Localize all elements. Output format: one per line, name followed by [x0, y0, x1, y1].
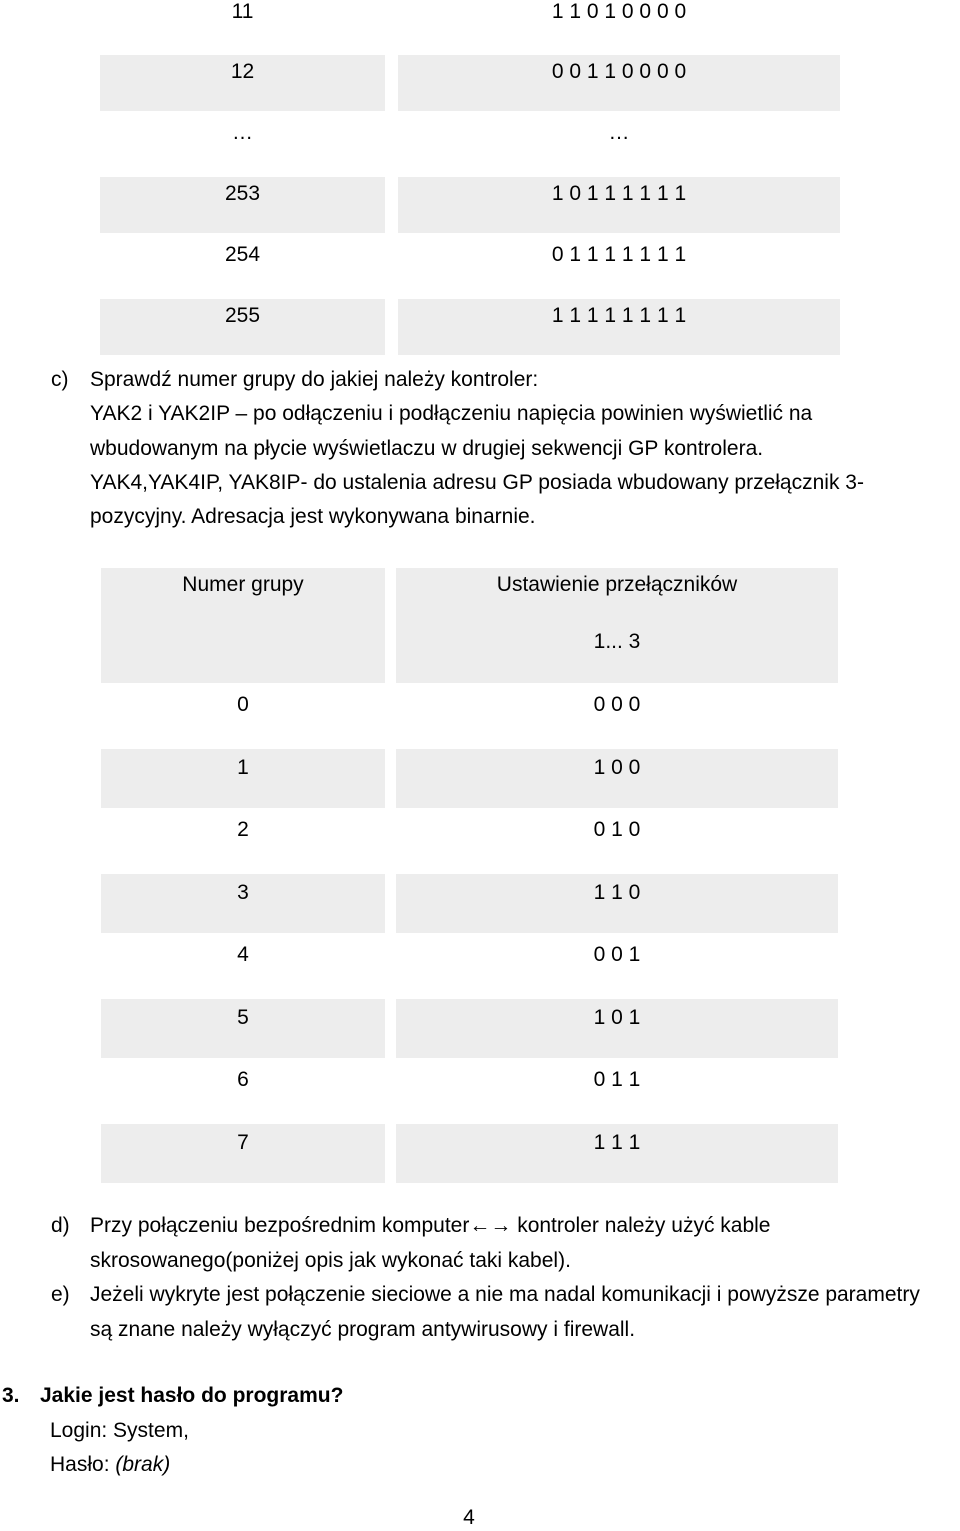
table-row — [101, 1124, 838, 1184]
step-c-line: Sprawdź numer grupy do jakiej należy kontroler: — [90, 368, 539, 391]
page-number: 4 — [463, 1506, 475, 1529]
step-e-line: są znane należy wyłączyć program antywirusowy i firewall. — [90, 1318, 636, 1342]
list-item — [51, 1278, 920, 1347]
binary-address-table — [100, 0, 840, 355]
password-line — [0, 1448, 343, 1483]
table-row — [101, 749, 838, 809]
table-row — [101, 1061, 838, 1121]
table-row — [100, 116, 840, 172]
table-row — [100, 0, 840, 50]
group-number-cell: 2 — [237, 818, 249, 841]
address-number-cell: … — [232, 121, 253, 144]
group-number-cell: 5 — [101, 999, 385, 1059]
group-number-cell: 3 — [101, 874, 385, 934]
group-number-cell: 1 — [101, 749, 385, 809]
list-item — [51, 1209, 920, 1278]
step-e-line: Jeżeli wykryte jest połączenie sieciowe a nie ma nadal komunikacji i powyższe parametry — [90, 1283, 920, 1307]
group-number-cell: 6 — [237, 1068, 249, 1091]
steps-d-e — [51, 1209, 920, 1348]
table-row — [100, 55, 840, 111]
step-c-line: YAK4,YAK4IP, YAK8IP- do ustalenia adresu GP posiada wbudowany przełącznik 3- — [90, 470, 864, 494]
step-c-label: c) — [51, 368, 69, 391]
header-switch-setting — [396, 568, 838, 683]
switch-setting-cell: 1 1 1 — [396, 1124, 838, 1184]
step-c — [51, 363, 864, 534]
step-d-label: d) — [51, 1214, 70, 1237]
login-line: Login: System, — [50, 1418, 189, 1442]
header-switch-range: 1... 3 — [593, 630, 641, 653]
switch-setting-cell: 0 1 1 — [593, 1068, 641, 1091]
switch-setting-cell: 1 0 0 — [396, 749, 838, 809]
table-row — [101, 874, 838, 934]
section-3-number: 3. — [2, 1384, 20, 1407]
address-number-cell: 11 — [231, 0, 254, 23]
table-row — [101, 686, 838, 746]
table-row — [100, 299, 840, 355]
step-d-line: skrosowanego(poniżej opis jak wykonać taki kabel). — [90, 1248, 571, 1272]
table-row — [101, 936, 838, 996]
binary-value-cell: 0 0 1 1 0 0 0 0 — [398, 55, 840, 111]
section-3-heading — [0, 1379, 343, 1414]
table-row — [100, 238, 840, 294]
step-e-text — [90, 1278, 920, 1347]
group-number-cell: 7 — [101, 1124, 385, 1184]
step-c-text — [90, 363, 864, 534]
binary-value-cell: 1 0 1 1 1 1 1 1 — [398, 177, 840, 233]
step-c-line: YAK2 i YAK2IP – po odłączeniu i podłączeniu napięcia powinien wyświetlić na — [90, 402, 813, 426]
step-c-line: pozycyjny. Adresacja jest wykonywana binarnie. — [90, 505, 536, 528]
table-header-row — [101, 568, 838, 683]
switch-setting-cell: 0 1 0 — [593, 818, 641, 841]
binary-value-cell: 1 1 0 1 0 0 0 0 — [551, 0, 687, 23]
address-number-cell: 254 — [224, 243, 261, 266]
address-number-cell: 12 — [100, 55, 385, 111]
binary-value-cell: … — [608, 121, 630, 144]
table-row — [101, 999, 838, 1059]
switch-setting-cell: 0 0 1 — [593, 943, 641, 966]
step-d-line: Przy połączeniu bezpośrednim komputer←→ kontroler należy użyć kable — [90, 1214, 771, 1237]
switch-setting-cell: 1 1 0 — [396, 874, 838, 934]
section-3 — [0, 1379, 343, 1483]
section-3-title: Jakie jest hasło do programu? — [40, 1384, 344, 1407]
step-e-label: e) — [51, 1283, 70, 1307]
step-c-line: wbudowanym na płycie wyświetlaczu w drugiej sekwencji GP kontrolera. — [90, 436, 764, 460]
switch-setting-cell: 1 0 1 — [396, 999, 838, 1059]
address-number-cell: 253 — [100, 177, 385, 233]
group-number-cell: 0 — [237, 693, 249, 716]
password-label: Hasło: — [50, 1453, 110, 1476]
password-value: (brak) — [115, 1453, 171, 1476]
header-group-number: Numer grupy — [101, 568, 385, 683]
address-number-cell: 255 — [100, 299, 385, 355]
table-row — [101, 811, 838, 871]
header-switch-setting-title: Ustawienie przełączników — [496, 573, 738, 596]
group-switch-table — [101, 568, 838, 1183]
group-number-cell: 4 — [237, 943, 249, 966]
step-d-text — [90, 1209, 770, 1278]
switch-setting-cell: 0 0 0 — [593, 693, 641, 716]
table-row — [100, 177, 840, 233]
binary-value-cell: 1 1 1 1 1 1 1 1 — [398, 299, 840, 355]
binary-value-cell: 0 1 1 1 1 1 1 1 — [551, 243, 687, 266]
list-item — [51, 363, 864, 534]
